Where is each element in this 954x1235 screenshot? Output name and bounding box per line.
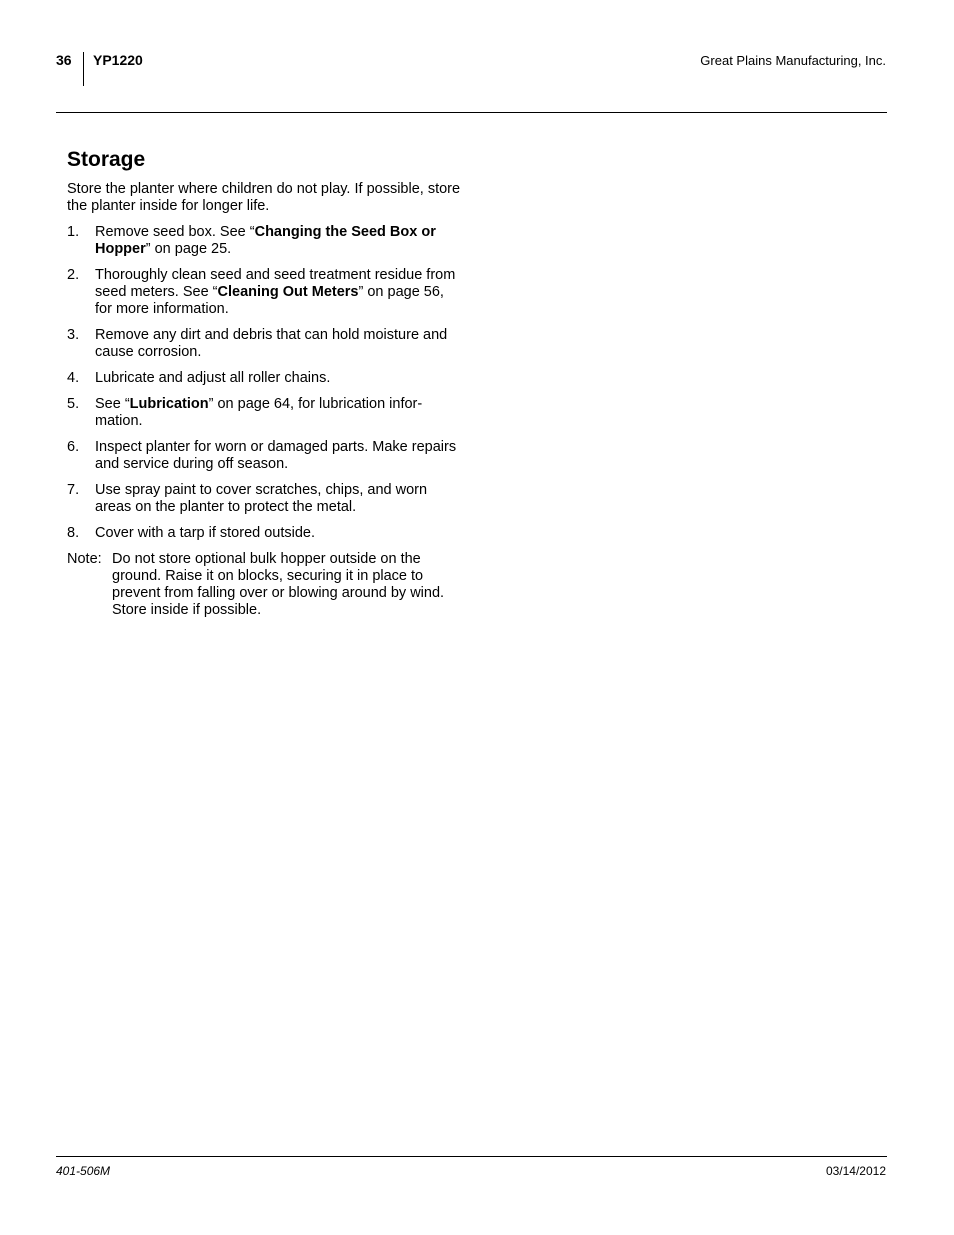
step-number: 6.: [67, 439, 80, 455]
step-number: 3.: [67, 327, 80, 343]
note-label: Note:: [67, 551, 102, 567]
page-number: 36: [56, 52, 72, 68]
list-item: [67, 482, 462, 516]
list-item: [67, 327, 462, 361]
footer-rule: [56, 1156, 887, 1157]
list-item: [67, 267, 462, 318]
document-number: 401-506M: [56, 1164, 111, 1178]
step-text: Remove seed box. See “: [95, 224, 255, 240]
step-text: Thoroughly clean seed and seed treatment residue from seed meters. See “: [95, 267, 456, 300]
cross-reference: Cleaning Out Meters: [217, 284, 359, 300]
note-text: Do not store optional bulk hopper outside on the ground. Raise it on blocks, securing it in place to prevent from falling over or blowing around by wind. Store inside if possible.: [112, 551, 445, 618]
list-item: [67, 370, 462, 387]
company-name: Great Plains Manufacturing, Inc.: [700, 53, 886, 68]
list-item: [67, 439, 462, 473]
header-divider: [83, 52, 84, 86]
step-text: Use spray paint to cover scratches, chips, and worn areas on the planter to protect the metal.: [95, 482, 428, 515]
cross-reference: Lubrication: [129, 396, 209, 412]
list-item: [67, 525, 462, 542]
intro-paragraph: Store the planter where children do not play. If possible, store the planter inside for longer life.: [67, 181, 461, 214]
step-text: Lubricate and adjust all roller chains.: [95, 370, 331, 386]
list-item: [67, 224, 462, 258]
list-item: [67, 396, 462, 430]
step-text-end: ” on page 56, for more information.: [95, 284, 444, 317]
step-text: Cover with a tarp if stored outside.: [95, 525, 316, 541]
step-text: See “: [95, 396, 130, 412]
step-number: 7.: [67, 482, 80, 498]
document-date: 03/14/2012: [825, 1164, 886, 1178]
step-number: 8.: [67, 525, 80, 541]
step-number: 5.: [67, 396, 80, 412]
note: [67, 551, 462, 619]
step-number: 4.: [67, 370, 80, 386]
step-text-end: ” on page 25.: [145, 241, 232, 257]
storage-section: [67, 146, 462, 619]
model-name: YP1220: [93, 52, 143, 68]
step-number: 1.: [67, 224, 80, 240]
step-text: Inspect planter for worn or damaged parts. Make repairs and service during off season.: [95, 439, 457, 472]
step-text-end: ” on page 64, for lubrication infor-mation.: [95, 396, 423, 429]
header-rule: [56, 112, 887, 113]
step-text: Remove any dirt and debris that can hold moisture and cause corrosion.: [95, 327, 448, 360]
steps-list: [67, 224, 462, 542]
section-title: Storage: [67, 148, 146, 171]
cross-reference: Changing the Seed Box or Hopper: [95, 224, 436, 257]
step-number: 2.: [67, 267, 80, 283]
